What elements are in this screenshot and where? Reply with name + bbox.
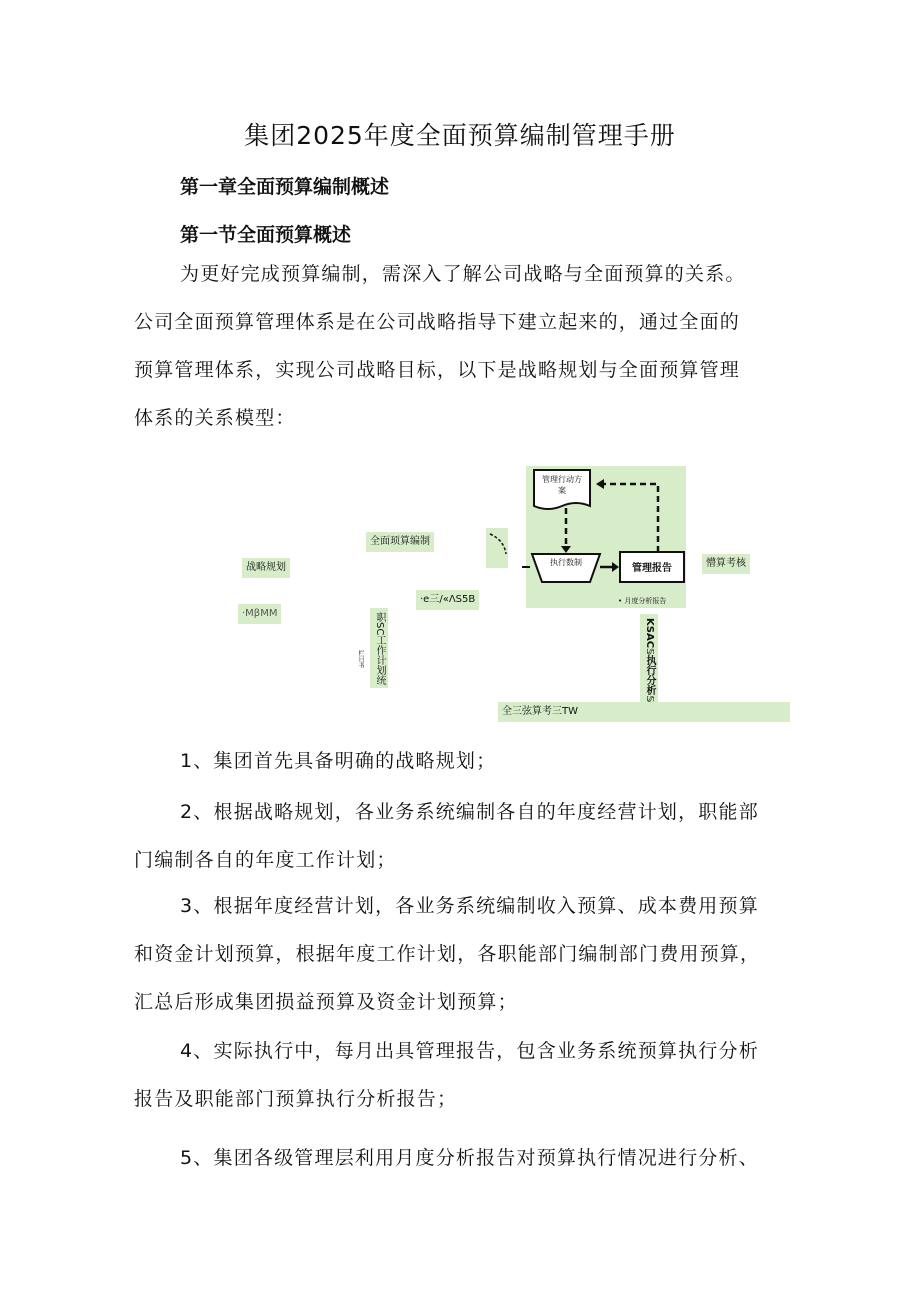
- execute-label: 执行数制: [550, 558, 582, 567]
- assess-label: 懵算考核: [702, 554, 750, 574]
- text-line: 体系的关系模型：: [134, 407, 296, 429]
- work-plan-vertical-label: 职SC工作计划统: [370, 608, 388, 688]
- text-line: 2、根据战略规划，各业务系统编制各自的年度经营计划，职能部: [180, 801, 759, 823]
- diagram-shapes: [238, 462, 790, 724]
- text-line: 报告及职能部门预算执行分析报告；: [134, 1088, 458, 1110]
- budget-compile-label: 全面顼算编制: [366, 532, 434, 552]
- item-1: [134, 737, 794, 785]
- item-3: [134, 882, 794, 1026]
- mgmt-report-label: 管理报告: [632, 563, 672, 574]
- intro-paragraph: [134, 250, 794, 442]
- text-line: 预算管理体系，实现公司战略目标，以下是战略规划与全面预算管理: [134, 359, 741, 381]
- text-line: 1、集团首先具备明确的战略规划；: [180, 750, 497, 772]
- item-5: [134, 1134, 794, 1182]
- text-line: 3、根据年度经营计划，各业务系统编制收入预算、成本费用预算: [180, 895, 759, 917]
- text-line: 门编制各自的年度工作计划；: [134, 849, 397, 871]
- text-line: 公司全面预算管理体系是在公司战略指导下建立起来的，通过全面的: [134, 311, 741, 333]
- bottom-bar-label: 全三弦算考三TW: [498, 702, 790, 722]
- item-4: [134, 1027, 794, 1123]
- mbmm-label: ·MβMM: [238, 604, 281, 624]
- garbled-mid-label: ·e三/«ΛS5B: [416, 590, 479, 610]
- text-line: 4、实际执行中，每月出具管理报告，包含业务系统预算执行分析: [180, 1040, 759, 1062]
- dashed-loop: [604, 484, 658, 552]
- text-line: 5、集团各级管理层利用月度分析报告对预算执行情况进行分析、: [180, 1147, 759, 1169]
- section-heading: 第一节全面预算概述: [180, 224, 352, 246]
- exec-analysis-vertical-label: KSAC𝕊执行分析𝕊: [640, 614, 658, 704]
- item-2: [134, 788, 794, 884]
- mgmt-plan-label: 管理行动方案: [542, 475, 582, 495]
- strategy-label: 战略规划: [242, 558, 290, 578]
- text-line: 和资金计划预算，根据年度工作计划，各职能部门编制部门费用预算，: [134, 943, 761, 965]
- chapter-heading: 第一章全面预算编制概述: [180, 176, 390, 198]
- monthly-report-label: • 月度分析报告: [618, 597, 667, 605]
- work-plan-side-label: 栏目书: [357, 650, 364, 668]
- document-title: 集团2025年度全面预算编制管理手册: [244, 121, 676, 150]
- relationship-diagram: [238, 462, 790, 724]
- text-line: 为更好完成预算编制，需深入了解公司战略与全面预算的关系。: [180, 263, 746, 285]
- text-line: 汇总后形成集团损益预算及资金计划预算；: [134, 991, 518, 1013]
